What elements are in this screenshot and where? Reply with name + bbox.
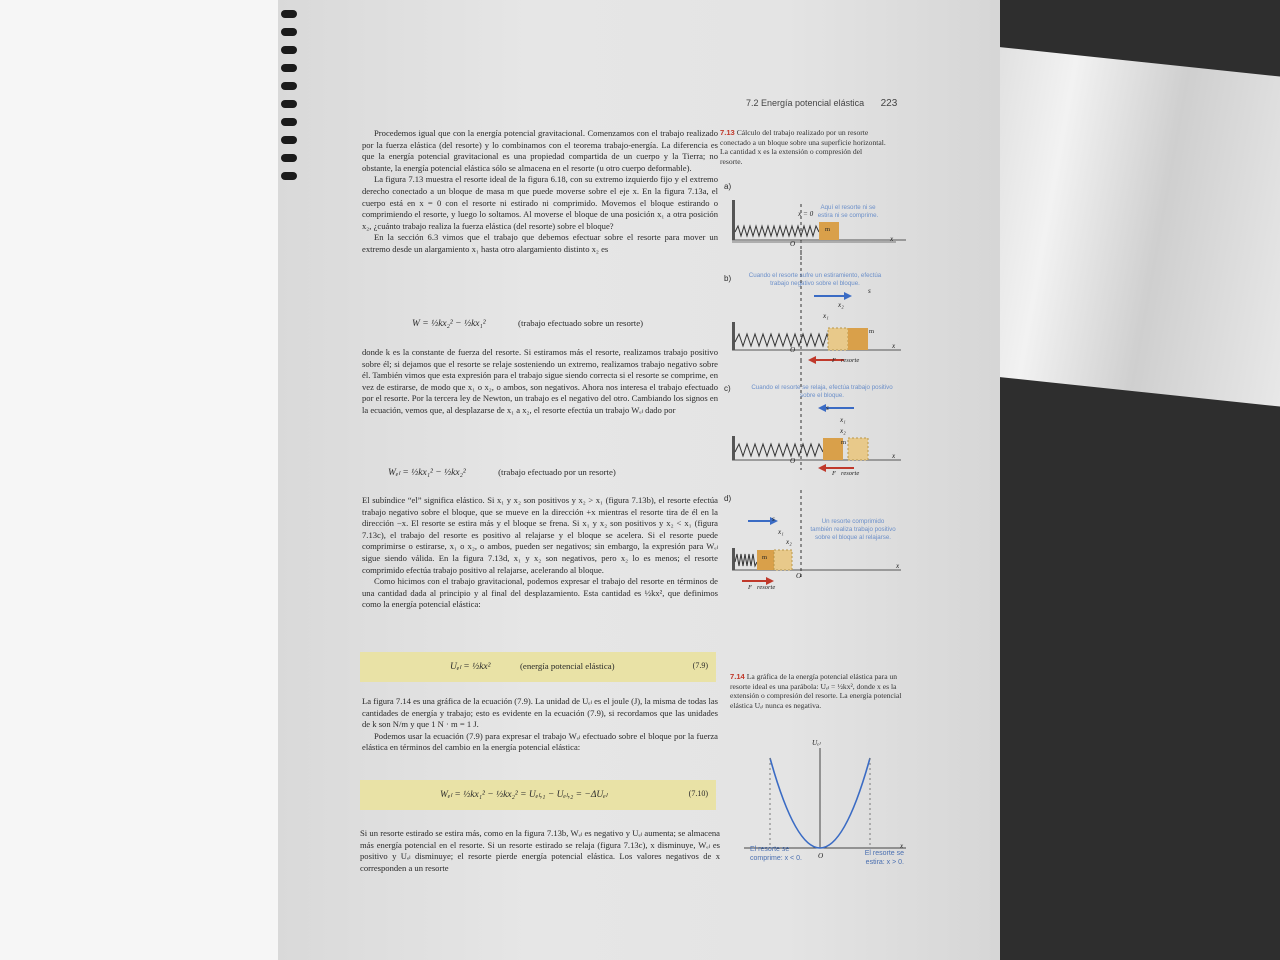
text-block-1 (362, 128, 718, 256)
graph-origin: O (818, 852, 824, 860)
fig-mass-d: m (762, 554, 768, 561)
fig-x1-d: x₁ (778, 528, 784, 536)
paragraph-1: Procedemos igual que con la energía potencial gravitacional. Comenzamos con el trabajo realizado por la fuerza elástica (del resorte) y lo combinamos con el teorema trabajo-energía. La diferencia es que la energía potencial gravitacional es una propiedad compartida de un cuerpo y la Tierra; no obstante, la energía potencial elástica sólo se almacena en el resorte (u otro cuerpo deformable). (362, 128, 718, 173)
fig-mass-c: m (841, 439, 847, 446)
fig-x2-b: x₂ (838, 301, 844, 309)
paper-stack (965, 43, 1280, 406)
fig-axis-d: x (896, 562, 900, 570)
section-title: 7.2 Energía potencial elástica (746, 98, 865, 108)
figure-7-14-caption: 7.14 La gráfica de la energía potencial elástica para un resorte ideal es una parábola: Uₑₗ = ½kx², donde x es la extensión o compresión del resorte. La energía potencial elástica Uₑₗ nunca es negativa. (730, 672, 902, 710)
fig-x2-d: x₂ (786, 538, 792, 546)
text-block-2 (362, 347, 718, 417)
fig-axis-c: x (892, 452, 896, 460)
fig-origin-a: O (790, 240, 796, 248)
spiral-ring (281, 64, 297, 72)
fig-origin-c: O (790, 457, 796, 465)
note-b: Cuando el resorte sufre un estiramiento, efectúa trabajo negativo sobre el bloque. (748, 272, 882, 287)
text-block-4 (362, 696, 718, 754)
fig-mass-a: m (825, 226, 831, 233)
spiral-ring (281, 82, 297, 90)
fig-force-b: F⃗resorte (832, 357, 860, 364)
spiral-ring (281, 118, 297, 126)
note-d: Un resorte comprimido también realiza trabajo positivo sobre el bloque al relajarse. (810, 518, 896, 541)
fig-mass-b: m (869, 328, 875, 335)
spiral-ring (281, 28, 297, 36)
paragraph-2: La figura 7.13 muestra el resorte ideal de la figura 6.18, con su extremo izquierdo fijo y el extremo derecho conectado a un bloque de masa m que puede moverse sobre el eje x. En la figura 7.13a, el cuerpo está en x = 0 con el resorte ni estirado ni comprimido. Movemos el bloque estirando o comprimiendo el resorte, y luego lo soltamos. Al moverse el bloque de una posición x₁ a otra posición x₂, ¿cuánto trabajo realiza la fuerza elástica (del resorte) sobre el bloque? (362, 174, 718, 231)
fig-label-b: b) (724, 274, 732, 283)
fig-x-equals-0: x = 0 (798, 210, 814, 218)
fig-label-a: a) (724, 182, 732, 191)
equation-work-by-spring: Wₑₗ = ½kx₁² − ½kx₂² (trabajo efectuado por un resorte) (388, 467, 616, 478)
fig-axis-b: x (892, 342, 896, 350)
text-block-5 (360, 828, 720, 874)
fig-x1-c: x₁ (840, 416, 846, 424)
fig-s-vec-c: s⃗ (826, 404, 835, 412)
textbook-page (278, 0, 1000, 960)
equation-box-7-9: Uₑₗ = ½kx² (energía potencial elástica) (7.9) (360, 652, 716, 682)
paragraph-7: La figura 7.14 es una gráfica de la ecuación (7.9). La unidad de Uₑₗ es el joule (J), la misma de todas las cantidades de energía y trabajo; esto es evidente en la ecuación (7.9), si recordamos que las unidades de k son N/m y que 1 N · m = 1 J. (362, 696, 718, 730)
fig-x1-b: x₁ (823, 312, 829, 320)
fig-x2-c: x₂ (840, 427, 846, 435)
text-block-3 (362, 495, 718, 611)
note-a: Aquí el resorte ni se estira ni se comprime. (817, 204, 879, 219)
fig-axis-a: x (890, 235, 894, 243)
graph-left-note: El resorte se comprime: x < 0. (750, 846, 802, 862)
spiral-ring (281, 100, 297, 108)
fig-force-c: F⃗resorte (832, 470, 860, 477)
paragraph-5: El subíndice “el” significa elástico. Si x₁ y x₂ son positivos y x₂ > x₁ (figura 7.13b), el resorte efectúa trabajo negativo sobre el bloque, que se mueve en la dirección +x mientras el resorte tira de él en la dirección −x. El resorte se estira más y el bloque se frena. Si x₁ y x₂ son positivos y x₂ < x₁ (figura 7.13c), el trabajo del resorte es positivo al relajarse y el bloque se acelera. Si el resorte puede comprimirse o estirarse, x₁ o x₂, o ambos, pueden ser negativos; sin embargo, la expresión para Wₑₗ sigue siendo válida. En la figura 7.13d, x₁ y x₂ son negativos, pero x₂ lo es menos; el resorte comprimido efectúa trabajo positivo al relajarse, acelerando al bloque. (362, 495, 718, 575)
note-c: Cuando el resorte se relaja, efectúa trabajo positivo sobre el bloque. (751, 384, 893, 399)
fig-label-c: c) (724, 384, 731, 393)
paragraph-8: Podemos usar la ecuación (7.9) para expresar el trabajo Wₑₗ efectuado sobre el bloque por la fuerza elástica en términos del cambio en la energía potencial elástica: (362, 730, 718, 753)
fig-force-d: F⃗resorte (748, 584, 776, 591)
fig-origin-b: O (790, 346, 796, 354)
graph-y-label: Uₑₗ (812, 739, 821, 747)
fig-label-d: d) (724, 494, 732, 503)
paragraph-6: Como hicimos con el trabajo gravitacional, podemos expresar el trabajo del resorte en términos de una cantidad dada al principio y al final del desplazamiento. Esta cantidad es ½kx², que definimos como la energía potencial elástica: (362, 576, 718, 610)
left-background (0, 0, 278, 960)
graph-x-label: x (900, 842, 904, 850)
fig-origin-d: O (796, 572, 802, 580)
equation-box-7-10: Wₑₗ = ½kx₁² − ½kx₂² = Uₑₗ,₁ − Uₑₗ,₂ = −ΔUₑₗ (7.10) (360, 780, 716, 810)
fig-s-vec-d: s⃗ (772, 515, 781, 523)
running-header (746, 98, 897, 109)
spiral-ring (281, 136, 297, 144)
equation-work-on-spring: W = ½kx₂² − ½kx₁² (trabajo efectuado sobre un resorte) (412, 318, 644, 329)
panel-c (732, 360, 901, 472)
spiral-ring (281, 46, 297, 54)
page-number: 223 (880, 98, 898, 109)
spiral-ring (281, 172, 297, 180)
paragraph-9: Si un resorte estirado se estira más, como en la figura 7.13b, Wₑₗ es negativo y Uₑₗ aumenta; se almacena más energía potencial en el resorte. Si un resorte estirado se relaja (figura 7.13c), x disminuye, Wₑₗ es positivo y Uₑₗ disminuye; el resorte pierde energía potencial elástica. Los valores negativos de x corresponden a un resorte (360, 828, 720, 873)
figure-7-13-caption: 7.13 Cálculo del trabajo realizado por un resorte conectado a un bloque sobre una superficie horizontal. La cantidad x es la extensión o compresión del resorte. (720, 128, 886, 166)
spiral-ring (281, 154, 297, 162)
paragraph-3: En la sección 6.3 vimos que el trabajo que debemos efectuar sobre el resorte para mover un extremo desde un alargamiento x₁ hasta otro alargamiento distinto x₂ es (362, 232, 718, 254)
graph-right-note: El resorte se estira: x > 0. (864, 850, 904, 866)
spiral-ring (281, 10, 297, 18)
fig-s-vec-b: s⃗ (868, 287, 877, 295)
panel-b (732, 250, 901, 364)
figure-7-14-graph (740, 736, 912, 856)
paragraph-4: donde k es la constante de fuerza del resorte. Si estiramos más el resorte, realizamos trabajo positivo sobre él; si dejamos que el resorte se relaje sosteniendo un extremo, realizamos trabajo negativo sobre él. También vimos que esta expresión para el trabajo sigue siendo correcta si el resorte se comprime, en vez de estirarse, de modo que x₁ o x₂, o ambos, son negativos. Ahora nos interesa el trabajo efectuado por el resorte. Por la tercera ley de Newton, un trabajo es el negativo del otro. Cambiando los signos en la ecuación, vemos que, al desplazarse de x₁ a x₂, el resorte efectúa un trabajo Wₑₗ dado por (362, 347, 718, 415)
